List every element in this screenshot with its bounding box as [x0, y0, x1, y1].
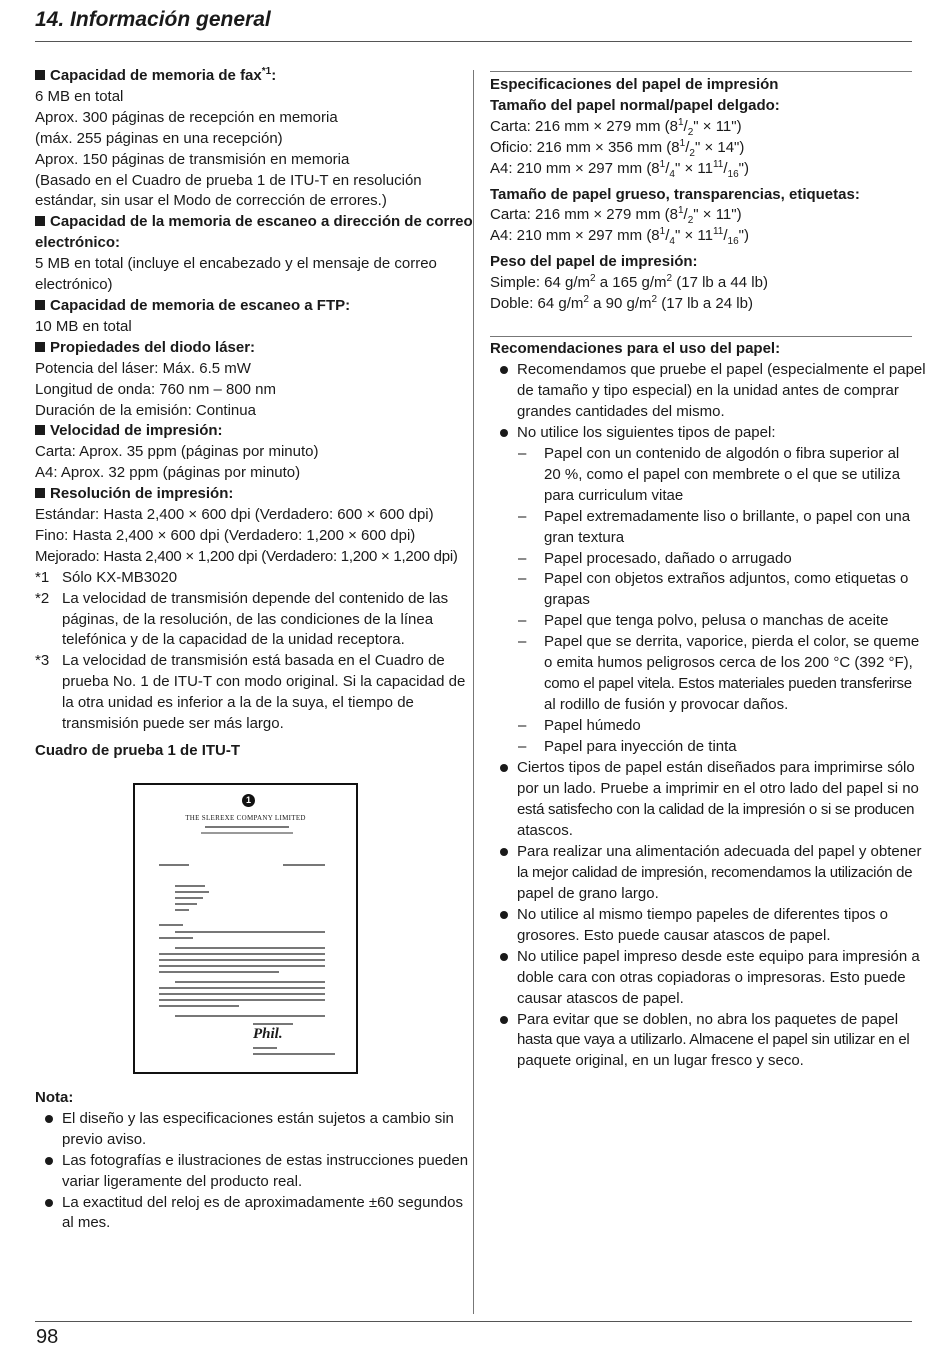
- text-line: Estándar: Hasta 2,400 × 600 dpi (Verdadero: 600 × 600 dpi): [35, 506, 434, 524]
- text-line: (Basado en el Cuadro de prueba 1 de ITU-T en resolución: [35, 171, 422, 189]
- paper-recommendations: [490, 339, 926, 1072]
- print-resolution-heading: Resolución de impresión:: [35, 484, 460, 505]
- dash-icon: –: [518, 738, 527, 756]
- chart-text-line: [175, 897, 203, 899]
- note-heading: Nota:: [35, 1089, 74, 1106]
- text-line: A4: 210 mm × 297 mm ($8^1/_4$" × $11^{11}/_{16}$"): [490, 158, 749, 180]
- text-line: Papel que se derrita, vaporice, pierda el color, se queme: [544, 633, 920, 651]
- scan-ftp-heading: Capacidad de memoria de escaneo a FTP:: [35, 296, 460, 317]
- dash-icon: –: [518, 507, 527, 525]
- text-line: Mejorado: Hasta 2,400 × 1,200 dpi (Verdadero: 1,200 × 1,200 dpi): [35, 547, 458, 565]
- section-rule: [490, 336, 912, 337]
- laser-heading: Propiedades del diodo láser:: [35, 338, 460, 359]
- chart-text-line: [175, 909, 189, 911]
- text-line: telefónica y de la capacidad de la unidad receptora.: [62, 631, 405, 649]
- square-bullet-icon: [35, 488, 45, 498]
- bullet-dot-icon: [500, 429, 508, 437]
- text-line: Aprox. 150 páginas de transmisión en memoria: [35, 150, 350, 168]
- paper-weight-heading: Peso del papel de impresión:: [490, 253, 698, 271]
- bullet-dot-icon: [500, 366, 508, 374]
- text-line: El diseño y las especificaciones están sujetos a cambio sin: [62, 1109, 454, 1127]
- text-line: la otra unidad es inferior a la de la suya, el tiempo de: [62, 694, 414, 712]
- note-item: [35, 1193, 463, 1235]
- text-line: prueba No. 1 de ITU-T con modo original. Si la capacidad de: [62, 673, 466, 691]
- text-line: No utilice papel impreso desde este equipo para impresión a: [517, 947, 920, 965]
- text-line: variar ligeramente del producto real.: [62, 1172, 303, 1190]
- text-line: grandes cantidades del mismo.: [517, 402, 725, 420]
- chart-text-line: [175, 981, 325, 983]
- text-line: Longitud de onda: 760 nm – 800 nm: [35, 380, 277, 398]
- bullet-dot-icon: [500, 1016, 508, 1024]
- dash-icon: –: [518, 444, 527, 462]
- dash-icon: –: [518, 717, 527, 735]
- chart-text-line: [201, 832, 293, 834]
- dash-item: [490, 611, 912, 632]
- right-column: [490, 75, 912, 315]
- footnote-mark: *2: [35, 589, 50, 607]
- text-line: Papel para inyección de tinta: [544, 738, 737, 756]
- text-line: Para realizar una alimentación adecuada del papel y obtener: [517, 842, 922, 860]
- chart-text-line: [253, 1023, 293, 1025]
- text-line: papel de grano largo.: [517, 884, 659, 902]
- text-line: Papel que tenga polvo, pelusa o manchas de aceite: [544, 612, 889, 630]
- itu-test-chart-image: [133, 783, 358, 1074]
- page-title: 14. Información general: [35, 8, 271, 31]
- text-line: estándar, sin usar el Modo de corrección de errores.): [35, 192, 387, 210]
- chart-text-line: [159, 937, 193, 939]
- text-line: electrónico): [35, 276, 113, 294]
- note-item: [35, 1151, 469, 1193]
- text-line: grosores. Esto puede causar atascos de papel.: [517, 926, 831, 944]
- text-line: A4: 210 mm × 297 mm ($8^1/_4$" × $11^{11}/_{16}$"): [490, 226, 749, 248]
- text-line: doble cara con otras copiadoras o impresoras. Esto puede: [517, 968, 906, 986]
- text-line: Duración de la emisión: Continua: [35, 401, 256, 419]
- text-line: Papel procesado, dañado o arrugado: [544, 549, 792, 567]
- recommendations-heading: Recomendaciones para el uso del papel:: [490, 340, 781, 357]
- text-line: Ciertos tipos de papel están diseñados para imprimirse sólo: [517, 759, 915, 777]
- chart-text-line: [159, 959, 325, 961]
- dash-icon: –: [518, 549, 527, 567]
- text-line: Carta: 216 mm × 279 mm ($8^1/_2$" × 11"): [490, 116, 742, 138]
- column-divider: [473, 70, 474, 1314]
- recommendation-item: [490, 905, 912, 947]
- text-line: Simple: 64 $g/m^2$ a 165 $g/m^2$ (17 lb a 44 lb): [490, 273, 768, 292]
- dash-item: [490, 737, 912, 758]
- chart-text-line: [175, 947, 325, 949]
- dash-icon: –: [518, 633, 527, 651]
- test-chart-heading: Cuadro de prueba 1 de ITU-T: [35, 742, 241, 759]
- chart-text-line: [159, 971, 279, 973]
- text-line: Fino: Hasta 2,400 × 600 dpi (Verdadero: 1,200 × 600 dpi): [35, 526, 416, 544]
- chart-text-line: [159, 953, 325, 955]
- bullet-dot-icon: [500, 848, 508, 856]
- text-line: No utilice los siguientes tipos de papel:: [517, 423, 776, 441]
- text-line: está satisfecho con la calidad de la impresión o si se producen: [517, 800, 915, 818]
- chart-text-line: [253, 1053, 335, 1055]
- chart-text-line: [159, 987, 325, 989]
- text-line: de tamaño y tipo especial) en la unidad antes de comprar: [517, 381, 899, 399]
- text-line: Carta: Aprox. 35 ppm (páginas por minuto): [35, 443, 319, 461]
- square-bullet-icon: [35, 425, 45, 435]
- dash-icon: –: [518, 612, 527, 630]
- square-bullet-icon: [35, 216, 45, 226]
- text-line: páginas, de la resolución, de las condiciones de la línea: [62, 610, 434, 628]
- text-line: 5 MB en total (incluye el encabezado y el mensaje de correo: [35, 255, 437, 273]
- footnote-mark: *3: [35, 652, 50, 670]
- recommendation-item: [490, 1010, 912, 1073]
- square-bullet-icon: [35, 342, 45, 352]
- chart-text-line: [175, 1015, 325, 1017]
- note-item: [35, 1109, 460, 1151]
- text-line: Sólo KX-MB3020: [62, 568, 178, 586]
- header-rule: [35, 41, 912, 42]
- footnote: [35, 651, 466, 735]
- dash-item: [490, 444, 912, 507]
- text-line: Papel con un contenido de algodón o fibra superior al: [544, 444, 900, 462]
- bullet-dot-icon: [45, 1115, 53, 1123]
- text-line: transmisión puede ser más largo.: [62, 715, 284, 733]
- text-line: Las fotografías e ilustraciones de estas instrucciones pueden: [62, 1151, 469, 1169]
- chart-text-line: [159, 1005, 239, 1007]
- fax-memory-heading: Capacidad de memoria de fax$^{*1}$:: [35, 66, 460, 87]
- recommendation-item: [490, 758, 919, 842]
- chart-text-line: [159, 924, 183, 926]
- chart-signature: Phil.: [253, 1026, 283, 1042]
- recommendation-item: [490, 842, 922, 905]
- dash-item: [490, 632, 920, 716]
- text-line: al mes.: [62, 1214, 111, 1232]
- chart-text-line: [159, 993, 325, 995]
- bullet-dot-icon: [500, 764, 508, 772]
- scan-email-heading: Capacidad de la memoria de escaneo a dirección de correo: [35, 212, 460, 233]
- paper-spec-heading: Especificaciones del papel de impresión: [490, 76, 779, 93]
- text-line: Potencia del láser: Máx. 6.5 mW: [35, 359, 251, 377]
- text-line: La velocidad de transmisión depende del contenido de las: [62, 589, 449, 607]
- dash-icon: –: [518, 570, 527, 588]
- text-line: Recomendamos que pruebe el papel (especialmente el papel: [517, 360, 926, 378]
- bullet-dot-icon: [500, 911, 508, 919]
- bullet-dot-icon: [45, 1199, 53, 1207]
- text-line: Oficio: 216 mm × 356 mm ($8^1/_2$" × 14"): [490, 137, 745, 159]
- print-speed-heading: Velocidad de impresión:: [35, 421, 460, 442]
- text-line: paquete original, en un lugar fresco y seco.: [517, 1052, 804, 1070]
- chart-text-line: [175, 885, 205, 887]
- text-line: para curriculum vitae: [544, 486, 684, 504]
- footer-rule: [35, 1321, 912, 1322]
- thick-paper-heading: Tamaño de papel grueso, transparencias, etiquetas:: [490, 185, 860, 203]
- bullet-dot-icon: [45, 1157, 53, 1165]
- text-line: Doble: 64 $g/m^2$ a 90 $g/m^2$ (17 lb a 24 lb): [490, 294, 753, 313]
- text-line: como el papel vitela. Estos materiales pueden transferirse: [544, 675, 912, 693]
- dash-item: [490, 716, 912, 737]
- text-line: previo aviso.: [62, 1130, 147, 1148]
- text-line: 10 MB en total: [35, 317, 132, 335]
- chart-number-badge: 1: [242, 794, 255, 807]
- footnote: [35, 589, 460, 652]
- scan-email-heading-cont: electrónico:: [35, 234, 121, 252]
- text-line: grapas: [544, 591, 590, 609]
- chart-text-line: [159, 965, 325, 967]
- chart-text-line: [175, 931, 325, 933]
- bullet-dot-icon: [500, 953, 508, 961]
- chart-text-line: [205, 826, 289, 828]
- text-line: Aprox. 300 páginas de recepción en memoria: [35, 108, 338, 126]
- chart-text-line: [175, 891, 209, 893]
- text-line: o emita humos peligrosos cerca de los 200 °C (392 °F),: [544, 654, 913, 672]
- dash-item: [490, 507, 912, 549]
- text-line: Papel con objetos extraños adjuntos, como etiquetas o: [544, 570, 909, 588]
- recommendation-item: [490, 423, 912, 444]
- square-bullet-icon: [35, 70, 45, 80]
- chart-text-line: [159, 999, 325, 1001]
- left-column: [35, 66, 473, 762]
- normal-paper-heading: Tamaño del papel normal/papel delgado:: [490, 96, 780, 114]
- chart-text-line: [175, 903, 197, 905]
- text-line: Papel extremadamente liso o brillante, o papel con una: [544, 507, 911, 525]
- square-bullet-icon: [35, 300, 45, 310]
- dash-item: [490, 569, 912, 611]
- footnote: [35, 568, 460, 589]
- text-line: la mejor calidad de impresión, recomendamos la utilización de: [517, 863, 913, 881]
- text-line: por un lado. Pruebe a imprimir en el otro lado del papel si no: [517, 780, 919, 798]
- text-line: gran textura: [544, 528, 625, 546]
- chart-company-name: THE SLEREXE COMPANY LIMITED: [185, 814, 306, 822]
- note-section: [35, 1088, 469, 1234]
- text-line: atascos.: [517, 821, 573, 839]
- text-line: No utilice al mismo tiempo papeles de diferentes tipos o: [517, 905, 889, 923]
- text-line: Para evitar que se doblen, no abra los paquetes de papel: [517, 1010, 899, 1028]
- chart-text-line: [283, 864, 325, 866]
- text-line: La exactitud del reloj es de aproximadamente ±60 segundos: [62, 1193, 463, 1211]
- text-line: 6 MB en total: [35, 87, 124, 105]
- text-line: A4: Aprox. 32 ppm (páginas por minuto): [35, 464, 301, 482]
- dash-item: [490, 549, 912, 570]
- text-line: La velocidad de transmisión está basada en el Cuadro de: [62, 652, 445, 670]
- text-line: hasta que vaya a utilizarlo. Almacene el papel sin utilizar en el: [517, 1031, 910, 1049]
- chart-text-line: [159, 864, 189, 866]
- text-line: 20 %, como el papel con membrete o el que se utiliza: [544, 465, 901, 483]
- text-line: Papel húmedo: [544, 717, 641, 735]
- text-line: (máx. 255 páginas en una recepción): [35, 129, 283, 147]
- recommendation-item: [490, 360, 926, 423]
- footnote-mark: *1: [35, 568, 50, 586]
- recommendation-item: [490, 947, 920, 1010]
- section-rule: [490, 71, 912, 72]
- chart-text-line: [253, 1047, 277, 1049]
- text-line: causar atascos de papel.: [517, 989, 684, 1007]
- text-line: al rodillo de fusión y provocar daños.: [544, 696, 789, 714]
- text-line: Carta: 216 mm × 279 mm ($8^1/_2$" × 11"): [490, 205, 742, 227]
- page-number: 98: [36, 1326, 59, 1348]
